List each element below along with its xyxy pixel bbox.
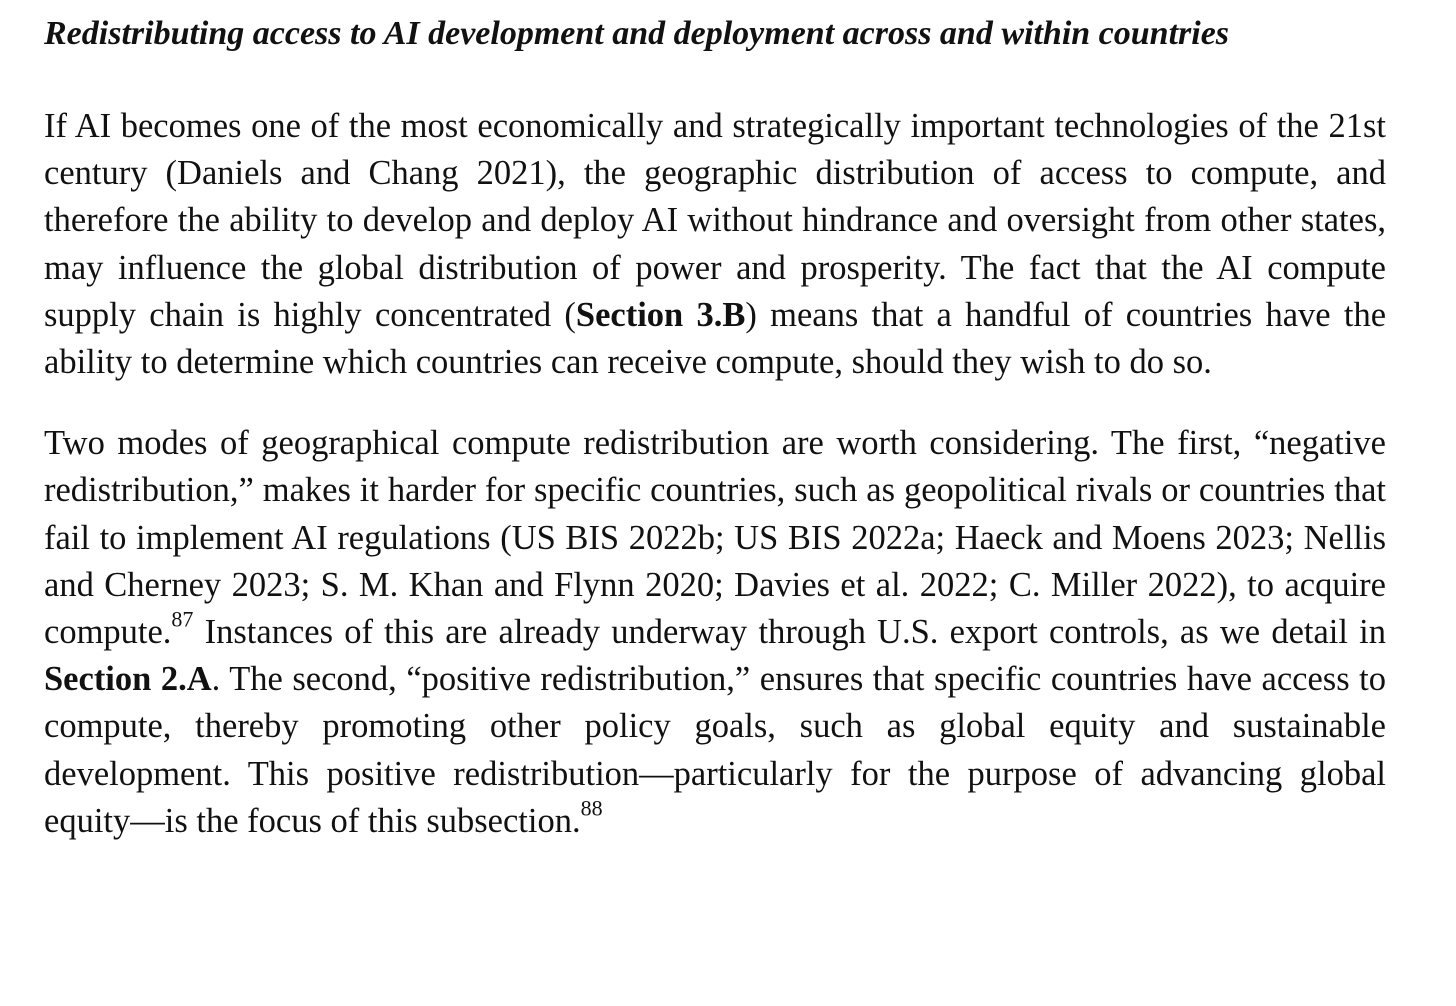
- paragraph-1-text-2: ) means that a handful of countries have the ability to determine which countries can receive compute, should they wish to do so.: [44, 295, 1387, 382]
- section-2a-reference[interactable]: Section 2.A: [44, 660, 212, 699]
- section-3b-reference[interactable]: Section 3.B: [575, 295, 746, 334]
- paragraph-2: [44, 420, 1386, 845]
- paragraph-2-text-2: Instances of this are already underway through U.S. export controls, as we detail in: [193, 613, 1386, 652]
- paragraph-2-text-3: . The second, “positive redistribution,” ensures that specific countries have access to compute, thereby promoting other policy goals, such as global equity and sustainable development. This positive redistribution—particularly for the purpose of advancing global equity—is the focus of this subsection.: [44, 660, 1386, 840]
- footnote-88-marker[interactable]: 88: [580, 795, 603, 821]
- footnote-87-marker[interactable]: 87: [171, 606, 194, 632]
- section-heading: Redistributing access to AI development and deployment across and within countries: [44, 15, 1230, 52]
- paragraph-2-text-1: Two modes of geographical compute redistribution are worth considering. The first, “negative redistribution,” makes it harder for specific countries, such as geopolitical rivals or countries that fail to implement AI regulations (US BIS 2022b; US BIS 2022a; Haeck and Moens 2023; Nellis and Cherney 2023; S. M. Khan and Flynn 2020; Davies et al. 2022; C. Miller 2022), to acquire compute.: [44, 424, 1386, 652]
- paragraph-1-text-1: If AI becomes one of the most economically and strategically important technologies of the 21st century (Daniels and Chang 2021), the geographic distribution of access to compute, and therefore the ability to develop and deploy AI without hindrance and oversight from other states, may influence the global distribution of power and prosperity. The fact that the AI compute supply chain is highly concentrated (: [44, 107, 1386, 334]
- document-page: [44, 10, 1386, 845]
- paragraph-1: [44, 103, 1386, 386]
